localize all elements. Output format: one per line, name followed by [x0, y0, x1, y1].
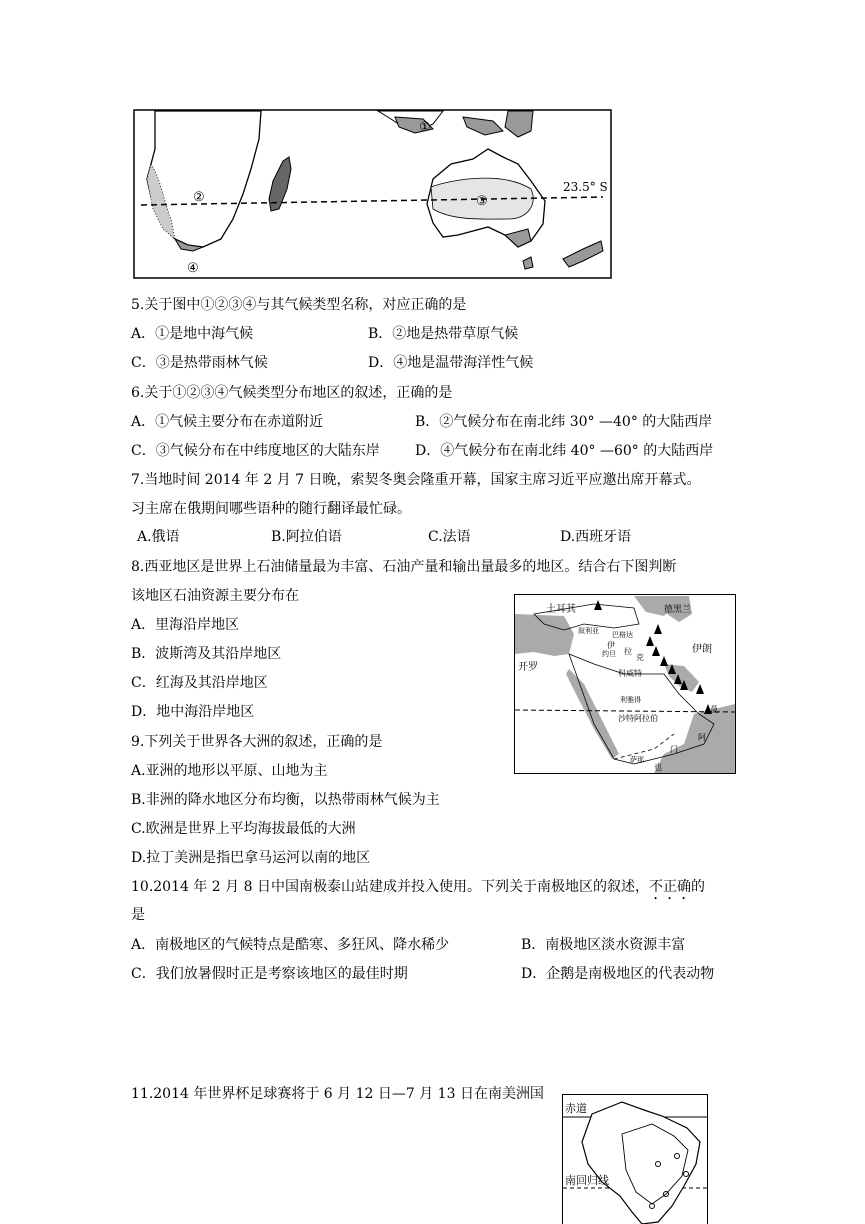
map2-label-kuwait: 科威特: [618, 669, 642, 678]
q8-option-b: B．波斯湾及其沿岸地区: [131, 646, 282, 662]
west-asia-map: [514, 594, 736, 774]
map2-label-yemen: 门: [670, 745, 678, 754]
q9-stem: 9.下列关于世界各大洲的叙述，正确的是: [131, 734, 383, 750]
map1-latitude-label: 23.5° S: [563, 180, 608, 194]
q9-option-a: A.亚洲的地形以平原、山地为主: [131, 763, 328, 779]
map2-label-jordan: 约旦: [602, 650, 616, 658]
map2-label-sanaa: 萨那: [630, 756, 644, 764]
map3-label-equator: 赤道: [565, 1102, 587, 1115]
q5-option-c: C．③是热带雨林气候: [131, 355, 268, 371]
map2-label-cairo: 开罗: [518, 662, 538, 673]
map2-label-iran: 伊朗: [692, 644, 712, 655]
q10-stem-line2: 是: [131, 907, 145, 923]
q6-option-d: D．④气候分布在南北纬 40° —60° 的大陆西岸: [415, 443, 714, 459]
q10-option-c: C．我们放暑假时正是考察该地区的最佳时期: [131, 966, 408, 982]
q7-stem-line1: 7.当地时间 2014 年 2 月 7 日晚，索契冬奥会隆重开幕，国家主席习近平应邀出席开幕式。: [131, 472, 701, 488]
q5-stem: 5.关于图中①②③④与其气候类型名称，对应正确的是: [131, 297, 467, 313]
q10-emphasis: 不正确: [648, 879, 691, 895]
q6-option-c: C．③气候分布在中纬度地区的大陆东岸: [131, 443, 380, 459]
q8-stem-line1: 8.西亚地区是世界上石油储量最为丰富、石油产量和输出量最多的地区。结合右下图判断: [131, 559, 677, 575]
south-america-map: [562, 1094, 708, 1224]
q6-option-a: A．①气候主要分布在赤道附近: [131, 414, 324, 430]
q8-option-c: C．红海及其沿岸地区: [131, 675, 268, 691]
q10-option-d: D．企鹅是南极地区的代表动物: [521, 966, 715, 982]
q5-option-a: A．①是地中海气候: [131, 326, 254, 342]
q10-stem-line1: [131, 877, 705, 903]
climate-map-africa-australia: [133, 109, 613, 279]
map1-label-2: ②: [193, 190, 205, 205]
map2-label-riyadh: 利雅得: [620, 696, 641, 704]
q9-option-d: D.拉丁美洲是指巴拿马运河以南的地区: [131, 850, 371, 866]
q6-stem: 6.关于①②③④气候类型分布地区的叙述，正确的是: [131, 385, 453, 401]
q7-option-d: D.西班牙语: [560, 529, 632, 545]
map1-label-3: ③: [476, 194, 488, 209]
q5-option-d: D．④地是温带海洋性气候: [368, 355, 534, 371]
q7-option-c: C.法语: [428, 529, 471, 545]
map2-label-ye: 也: [654, 763, 662, 772]
map2-label-oman-1: 阿: [698, 733, 706, 742]
map2-label-baghdad: 巴格达: [612, 631, 633, 639]
q9-option-c: C.欧洲是世界上平均海拔最低的大洲: [131, 821, 356, 837]
q7-option-a: A.俄语: [137, 529, 180, 545]
map2-label-iraq-1: 伊: [607, 641, 615, 650]
q11-stem: 11.2014 年世界杯足球赛将于 6 月 12 日—7 月 13 日在南美洲国: [131, 1086, 544, 1102]
map2-label-iraq-3: 克: [636, 653, 644, 662]
map2-label-turkey: 土耳其: [546, 604, 576, 615]
q9-option-b: B.非洲的降水地区分布均衡，以热带雨林气候为主: [131, 792, 440, 808]
q10-stem-part-c: 的: [690, 879, 705, 895]
map3-label-tropic: 南回归线: [565, 1174, 609, 1187]
map2-label-oman-2: 曼: [710, 705, 718, 714]
map2-label-iraq-2: 拉: [624, 647, 632, 656]
map2-label-syria: 叙利亚: [578, 627, 599, 635]
q7-stem-line2: 习主席在俄期间哪些语种的随行翻译最忙碌。: [131, 501, 411, 517]
q6-option-b: B．②气候分布在南北纬 30° —40° 的大陆西岸: [415, 414, 713, 430]
map1-label-4: ④: [187, 261, 199, 276]
q10-option-b: B．南极地区淡水资源丰富: [521, 937, 686, 953]
q10-stem-part-a: 10.2014 年 2 月 8 日中国南极泰山站建成并投入使用。下列关于南极地区的叙述，: [131, 879, 649, 895]
q8-stem-line2: 该地区石油资源主要分布在: [131, 588, 299, 604]
map2-label-tehran: 德黑兰: [664, 605, 692, 615]
q8-option-d: D．地中海沿岸地区: [131, 704, 255, 720]
q10-option-a: A．南极地区的气候特点是酷寒、多狂风、降水稀少: [131, 937, 450, 953]
q8-option-a: A．里海沿岸地区: [131, 617, 240, 633]
map1-label-1: ①: [419, 120, 431, 135]
map2-label-saudi: 沙特阿拉伯: [618, 714, 658, 723]
q7-option-b: B.阿拉伯语: [271, 529, 342, 545]
q5-option-b: B．②地是热带草原气候: [368, 326, 519, 342]
